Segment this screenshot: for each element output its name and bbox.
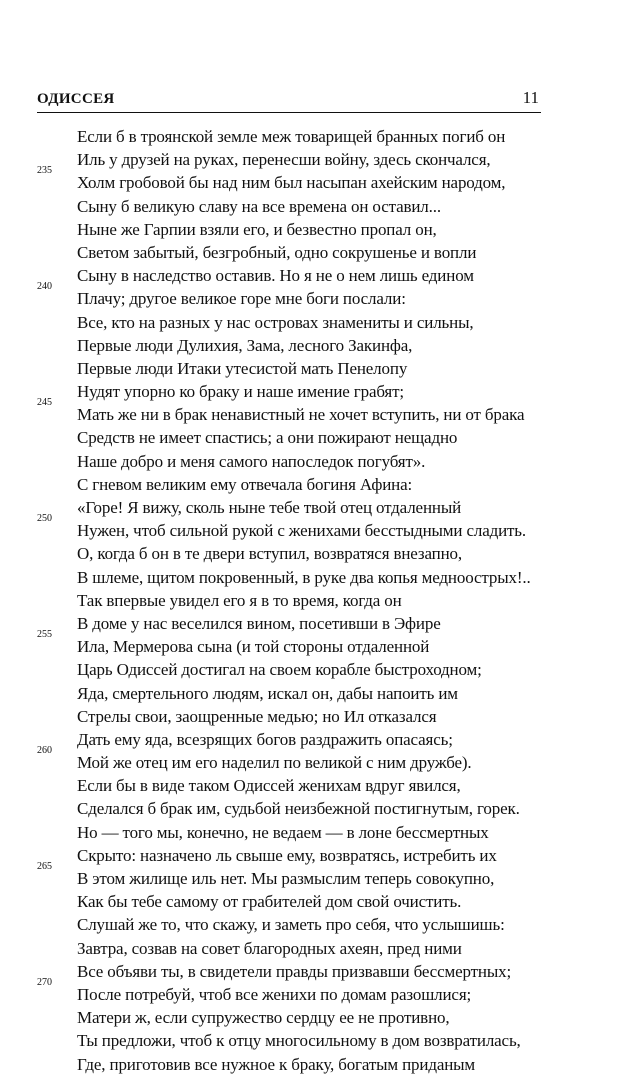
verse-line — [0, 450, 619, 473]
verse-line-text: Стрелы свои, заощренные медью; но Ил отказался — [77, 706, 437, 726]
verse-line — [0, 844, 619, 867]
line-number: 235 — [37, 165, 52, 177]
verse-line — [0, 821, 619, 844]
verse-line-text: О, когда б он в те двери вступил, возвратяся внезапно, — [77, 544, 462, 564]
verse-line-text: Все, кто на разных у нас островах знамениты и сильны, — [77, 312, 474, 332]
verse-line — [0, 195, 619, 218]
verse-line-text: Матери ж, если супружество сердцу ее не противно, — [77, 1008, 450, 1028]
verse-line — [0, 1029, 619, 1052]
verse-line — [0, 976, 619, 1006]
running-title: ОДИССЕЯ — [37, 91, 115, 107]
verse-line — [0, 589, 619, 612]
verse-line-text: После потребуй, чтоб все женихи по домам разошлися; — [77, 984, 472, 1004]
verse-line-text: Яда, смертельного людям, искал он, дабы напоить им — [77, 683, 458, 703]
verse-line-text: Но — того мы, конечно, не ведаем — в лоне бессмертных — [77, 822, 489, 842]
verse-line-text: С гневом великим ему отвечала богиня Афина: — [77, 474, 413, 494]
verse-line — [0, 334, 619, 357]
verse-line-text: В шлеме, щитом покровенный, в руке два копья медноострых!.. — [77, 567, 531, 587]
verse-line — [0, 890, 619, 913]
verse-line-text: Сыну б великую славу на все времена он оставил... — [77, 196, 441, 216]
verse-line-text: Если бы в виде таком Одиссей женихам вдруг явился, — [77, 776, 461, 796]
verse-line — [0, 705, 619, 728]
verse-line — [0, 148, 619, 171]
verse-line-text: Первые люди Итаки утесистой мать Пенелопу — [77, 358, 408, 378]
verse-line — [0, 612, 619, 635]
verse-line-text: Скрыто: назначено ль свыше ему, возвратясь, истребить их — [77, 845, 497, 865]
verse-line — [0, 745, 619, 774]
verse-line-text: Мать же ни в брак ненавистный не хочет вступить, ни от брака — [77, 405, 525, 425]
verse-line — [0, 629, 619, 658]
verse-line-text: Ныне же Гарпии взяли его, и безвестно пропал он, — [77, 219, 437, 239]
verse-line — [0, 165, 619, 194]
verse-line — [0, 426, 619, 449]
verse-line — [0, 913, 619, 936]
verse-line — [0, 682, 619, 705]
verse-line-text: Иль у друзей на руках, перенесши войну, здесь скончался, — [77, 150, 491, 170]
verse-line — [0, 496, 619, 519]
verse-line — [0, 1006, 619, 1029]
verse-line — [0, 1053, 619, 1076]
verse-line — [0, 513, 619, 542]
verse-line — [0, 937, 619, 960]
verse-line — [0, 797, 619, 820]
verse-line — [0, 861, 619, 890]
verse-line-text: Где, приготовив все нужное к браку, богатым приданым — [77, 1054, 476, 1074]
verse-text — [0, 125, 619, 1076]
verse-line — [0, 473, 619, 496]
line-number: 260 — [37, 745, 52, 757]
verse-line — [0, 774, 619, 797]
verse-line-text: Средств не имеет спастись; а они пожирают нещадно — [77, 428, 458, 448]
verse-line-text: В этом жилище иль нет. Мы размыслим теперь совокупно, — [77, 869, 495, 888]
verse-line-text: Холм гробовой бы над ним был насыпан ахейским народом, — [77, 173, 506, 193]
page-header — [37, 86, 541, 113]
verse-line-text: Ила, Мермерова сына (и той стороны отдаленной — [77, 637, 430, 657]
verse-line-text: Дать ему яда, всезрящих богов раздражить опасаясь; — [77, 729, 453, 749]
verse-line-text: Как бы тебе самому от грабителей дом свой очистить. — [77, 892, 462, 912]
line-number: 250 — [37, 513, 52, 525]
verse-line-text: Царь Одиссей достигал на своем корабле быстроходном; — [77, 660, 482, 680]
line-number: 240 — [37, 281, 52, 293]
line-number: 270 — [37, 976, 52, 988]
verse-line — [0, 380, 619, 403]
verse-line-text: Если б в троянской земле меж товарищей бранных погиб он — [77, 127, 506, 146]
page-number: 11 — [522, 88, 539, 107]
verse-line — [0, 566, 619, 589]
verse-line — [0, 397, 619, 426]
verse-line-text: Сыну в наследство оставив. Но я не о нем лишь едином — [77, 266, 474, 286]
verse-line-text: Нудят упорно ко браку и наше имение грабят; — [77, 382, 404, 402]
verse-line — [0, 542, 619, 565]
verse-line — [0, 658, 619, 681]
verse-line — [0, 960, 619, 983]
line-number: 255 — [37, 629, 52, 641]
line-number: 265 — [37, 861, 52, 872]
verse-line-text: Все объяви ты, в свидетели правды призвавши бессмертных; — [77, 961, 512, 981]
verse-line-text: Плачу; другое великое горе мне боги послали: — [77, 289, 406, 309]
verse-line — [0, 218, 619, 241]
verse-line-text: Сделался б брак им, судьбой неизбежной постигнутым, горек. — [77, 799, 520, 819]
verse-line — [0, 311, 619, 334]
verse-line — [0, 264, 619, 287]
verse-line-text: Слушай же то, что скажу, и заметь про себя, что услышишь: — [77, 915, 505, 935]
verse-line-text: Первые люди Дулихия, Зама, лесного Закинфа, — [77, 335, 413, 355]
verse-line-text: Так впервые увидел его я в то время, когда он — [77, 590, 402, 610]
verse-line — [0, 281, 619, 310]
verse-line-text: Наше добро и меня самого напоследок погубят». — [77, 451, 426, 471]
line-number: 245 — [37, 397, 52, 409]
verse-line — [0, 357, 619, 380]
verse-line-text: «Горе! Я вижу, сколь ныне тебе твой отец отдаленный — [77, 498, 462, 517]
verse-line-text: Ты предложи, чтоб к отцу многосильному в дом возвратилась, — [77, 1031, 521, 1051]
verse-line — [0, 241, 619, 264]
verse-line-text: Светом забытый, безгробный, одно сокрушенье и вопли — [77, 242, 477, 262]
verse-line-text: В доме у нас веселился вином, посетивши в Эфире — [77, 613, 441, 633]
verse-line-text: Завтра, созвав на совет благородных ахеян, пред ними — [77, 938, 462, 958]
verse-line-text: Мой же отец им его наделил по великой с ним дружбе). — [77, 753, 472, 773]
verse-line — [0, 125, 619, 148]
verse-line — [0, 728, 619, 751]
verse-line-text: Нужен, чтоб сильной рукой с женихами бесстыдными сладить. — [77, 521, 527, 541]
